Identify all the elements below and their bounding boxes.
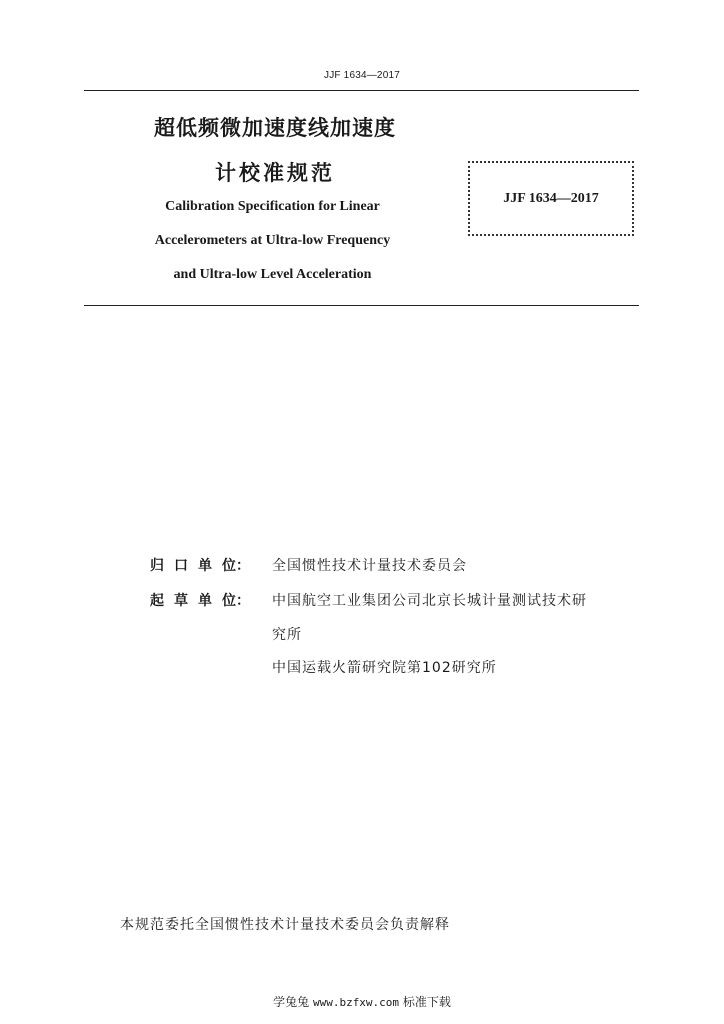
label-char: 位： — [222, 558, 250, 574]
footer-prefix: 学兔兔 — [273, 995, 310, 1009]
responsible-unit-row — [150, 555, 650, 575]
title-en-line2: Accelerometers at Ultra-low Frequency — [154, 233, 391, 248]
label-char: 起 — [150, 593, 164, 609]
standard-code-box-text: JJF 1634—2017 — [503, 191, 599, 206]
label-char: 单 — [198, 593, 212, 609]
top-rule — [84, 90, 639, 91]
footer-watermark — [0, 993, 724, 1010]
title-zh-line2: 计校准规范 — [215, 161, 335, 185]
drafting-unit-value-line1: 中国航空工业集团公司北京长城计量测试技术研 — [272, 593, 587, 609]
standard-code-box — [468, 161, 634, 236]
responsible-unit-label — [150, 555, 268, 575]
title-en-line1: Calibration Specification for Linear — [165, 199, 380, 214]
footer-suffix: 标准下载 — [402, 995, 451, 1009]
label-char: 位： — [222, 593, 250, 609]
drafting-unit-row — [150, 590, 650, 610]
label-char: 单 — [198, 558, 212, 574]
label-char: 草 — [174, 593, 188, 609]
label-char: 归 — [150, 558, 164, 574]
bottom-rule — [84, 305, 639, 306]
label-char: 口 — [174, 558, 188, 574]
drafting-unit-value-line2: 究所 — [272, 627, 302, 643]
responsible-unit-value: 全国惯性技术计量技术委员会 — [272, 558, 467, 574]
interpretation-note: 本规范委托全国惯性技术计量技术委员会负责解释 — [120, 917, 450, 933]
drafting-unit-label — [150, 590, 268, 610]
title-zh-line1: 超低频微加速度线加速度 — [154, 116, 396, 140]
footer-url[interactable]: www.bzfxw.com — [312, 996, 400, 1009]
drafting-unit-value-line3: 中国运载火箭研究院第102研究所 — [272, 660, 497, 676]
header-standard-code: JJF 1634—2017 — [324, 70, 400, 81]
title-en-line3: and Ultra-low Level Acceleration — [173, 267, 372, 282]
